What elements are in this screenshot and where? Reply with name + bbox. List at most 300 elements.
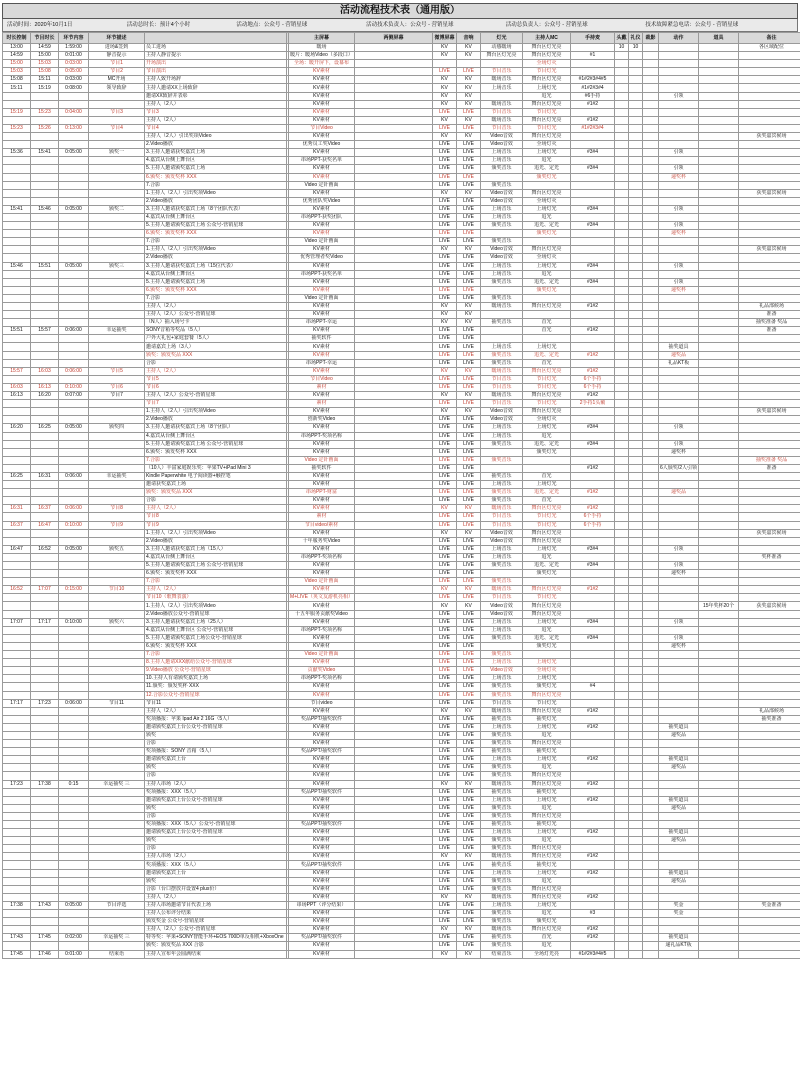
table-cell: 暖场 — [289, 44, 355, 52]
table-cell — [615, 675, 629, 683]
table-cell — [643, 367, 659, 375]
sheet-title: 活动流程技术表（通用版） — [2, 3, 798, 19]
table-cell: LIVE — [433, 205, 457, 213]
table-cell: 上场灯光 — [523, 618, 571, 626]
table-cell — [659, 294, 699, 302]
table-cell: Video音效 — [481, 610, 523, 618]
table-cell: LIVE — [457, 472, 481, 480]
table-cell: 结束音乐 — [481, 950, 523, 958]
table-cell — [615, 165, 629, 173]
table-cell — [629, 294, 643, 302]
table-cell — [31, 481, 59, 489]
table-cell: 舞台区灯光亮 — [523, 537, 571, 545]
table-cell — [355, 133, 433, 141]
table-cell: KV素材 — [289, 311, 355, 319]
table-cell: LIVE — [433, 270, 457, 278]
table-cell — [699, 837, 739, 845]
table-row — [3, 481, 800, 489]
table-cell: KV素材 — [289, 634, 355, 642]
table-cell — [89, 213, 145, 221]
table-cell — [89, 829, 145, 837]
table-cell — [571, 497, 615, 505]
table-cell — [615, 489, 629, 497]
table-cell — [523, 311, 571, 319]
table-cell — [659, 141, 699, 149]
table-cell: 追光、定光 — [523, 634, 571, 642]
table-cell — [355, 821, 433, 829]
table-cell: 颁奖 — [145, 837, 287, 845]
table-cell: 8.主持人邀请XXX献给公众号-营销星球 — [145, 659, 287, 667]
table-cell: 节目video/素材 — [289, 521, 355, 529]
table-cell: 主持人邀请XX上场致辞 — [145, 84, 287, 92]
table-cell: 6人颁奖/2人引领 — [660, 464, 697, 471]
table-cell — [355, 602, 433, 610]
table-cell — [3, 877, 31, 885]
table-cell: LIVE — [433, 731, 457, 739]
table-cell — [615, 311, 629, 319]
table-cell — [629, 165, 643, 173]
table-cell — [355, 893, 433, 901]
table-cell: 进场&签到 — [89, 44, 145, 52]
table-cell — [699, 440, 739, 448]
table-cell — [629, 602, 643, 610]
table-cell — [643, 537, 659, 545]
table-cell — [59, 845, 89, 853]
table-cell — [739, 359, 800, 367]
table-cell — [355, 837, 433, 845]
table-row — [3, 141, 800, 149]
table-cell: #1#2 — [571, 367, 615, 375]
table-cell — [3, 311, 31, 319]
table-cell: 颁奖音乐 — [481, 885, 523, 893]
table-cell — [629, 513, 643, 521]
table-cell: LIVE — [457, 699, 481, 707]
table-cell — [615, 173, 629, 181]
table-cell — [739, 92, 800, 100]
table-cell: 0:08:00 — [59, 84, 89, 92]
table-cell — [31, 634, 59, 642]
table-cell — [659, 926, 699, 934]
table-cell — [629, 141, 643, 149]
table-cell — [629, 950, 643, 958]
table-cell — [629, 562, 643, 570]
table-cell — [699, 254, 739, 262]
table-cell: LIVE — [433, 294, 457, 302]
table-cell: LIVE — [457, 562, 481, 570]
table-cell — [571, 764, 615, 772]
table-cell: LIVE — [457, 481, 481, 489]
table-cell — [89, 335, 145, 343]
table-cell — [615, 642, 629, 650]
table-cell — [3, 448, 31, 456]
table-cell — [89, 893, 145, 901]
table-cell: 5.主持人邀请颁奖嘉宾上场 公众号-营销星球 — [145, 562, 287, 570]
table-cell: LIVE — [433, 821, 457, 829]
table-cell — [3, 222, 31, 230]
table-cell — [3, 319, 31, 327]
table-cell — [629, 189, 643, 197]
table-cell: KV素材 — [289, 481, 355, 489]
table-cell — [59, 740, 89, 748]
table-cell — [699, 918, 739, 926]
table-cell — [629, 756, 643, 764]
table-cell — [59, 602, 89, 610]
table-cell — [615, 918, 629, 926]
table-cell: 6个手持 — [571, 521, 615, 529]
table-cell — [659, 821, 699, 829]
table-cell: LIVE — [457, 764, 481, 772]
table-cell — [699, 270, 739, 278]
table-cell — [699, 562, 739, 570]
table-row — [3, 213, 800, 221]
table-cell — [571, 804, 615, 812]
table-cell: MC开场 — [89, 76, 145, 84]
table-cell: 递奖品 — [659, 489, 699, 497]
table-cell — [355, 230, 433, 238]
table-cell — [629, 181, 643, 189]
table-cell: 串场PPT-奖项名称 — [289, 553, 355, 561]
table-cell: 颁奖音乐 — [481, 837, 523, 845]
table-cell — [629, 351, 643, 359]
table-cell — [615, 481, 629, 489]
table-cell: #3#4 — [571, 278, 615, 286]
table-cell: LIVE — [433, 869, 457, 877]
table-cell — [355, 205, 433, 213]
table-cell — [31, 651, 59, 659]
table-cell — [643, 481, 659, 489]
table-cell — [629, 910, 643, 918]
table-cell — [739, 642, 800, 650]
table-cell — [643, 804, 659, 812]
table-cell — [643, 375, 659, 383]
table-row — [3, 788, 800, 796]
table-cell — [643, 893, 659, 901]
table-cell — [659, 521, 699, 529]
table-cell — [31, 278, 59, 286]
table-cell: LIVE — [457, 772, 481, 780]
table-cell — [89, 910, 145, 918]
table-cell — [89, 116, 145, 124]
table-cell: 16:31 — [31, 472, 59, 480]
table-cell: LIVE — [457, 642, 481, 650]
table-cell — [699, 181, 739, 189]
table-cell: 颁奖灯光 — [523, 230, 571, 238]
table-cell — [659, 375, 699, 383]
table-cell: 节目音乐 — [481, 124, 523, 132]
table-cell: 0:10:00 — [59, 521, 89, 529]
table-cell: 舞台区灯光亮 — [523, 116, 571, 124]
table-cell — [643, 319, 659, 327]
table-row — [3, 351, 800, 359]
header-cell: 礼仪 — [629, 33, 643, 44]
table-cell — [615, 278, 629, 286]
table-cell — [659, 303, 699, 311]
table-cell: 上场音乐 — [481, 84, 523, 92]
table-cell — [699, 311, 739, 319]
table-cell — [59, 651, 89, 659]
table-cell: 2.Video播放公众号-营销星球 — [145, 610, 287, 618]
table-cell — [355, 934, 433, 942]
table-cell — [523, 578, 571, 586]
table-cell: KV — [457, 602, 481, 610]
table-cell — [643, 124, 659, 132]
table-cell: 舞台区灯光亮 — [523, 812, 571, 820]
table-cell — [643, 942, 659, 950]
table-cell — [3, 335, 31, 343]
table-cell — [3, 100, 31, 108]
table-cell: 15:23 — [31, 108, 59, 116]
table-cell: 首光 — [523, 472, 571, 480]
table-cell: 合影 — [145, 740, 287, 748]
table-cell: 13:00 — [3, 44, 31, 52]
table-cell — [699, 691, 739, 699]
table-cell — [571, 197, 615, 205]
table-cell: 合影 — [145, 497, 287, 505]
table-cell — [629, 804, 643, 812]
table-cell — [739, 367, 800, 375]
table-cell: LIVE — [457, 667, 481, 675]
table-cell: LIVE — [457, 375, 481, 383]
table-cell: KV — [433, 602, 457, 610]
table-cell: KV — [433, 303, 457, 311]
table-cell: 颁奖音乐 — [481, 910, 523, 918]
table-cell — [699, 764, 739, 772]
table-cell: Video音效 — [481, 667, 523, 675]
table-cell: KV — [433, 92, 457, 100]
table-cell — [59, 408, 89, 416]
table-cell — [643, 829, 659, 837]
table-cell: 上场音乐 — [481, 553, 523, 561]
table-cell — [89, 626, 145, 634]
table-cell: KV素材 — [289, 570, 355, 578]
table-cell — [739, 796, 800, 804]
table-cell: LIVE — [457, 578, 481, 586]
table-cell — [739, 829, 800, 837]
table-cell — [89, 651, 145, 659]
table-cell — [659, 44, 699, 52]
table-cell — [3, 400, 31, 408]
table-cell — [59, 788, 89, 796]
table-cell: 素材 — [289, 383, 355, 391]
table-cell: 上场音乐 — [481, 343, 523, 351]
table-cell — [643, 416, 659, 424]
table-cell — [643, 845, 659, 853]
table-cell — [89, 513, 145, 521]
table-cell — [89, 440, 145, 448]
table-cell — [643, 343, 659, 351]
table-cell — [643, 529, 659, 537]
table-cell: 颁奖音乐 — [481, 489, 523, 497]
table-cell: 0:13:00 — [59, 124, 89, 132]
table-cell: 递奖杯 — [659, 448, 699, 456]
table-cell: 节目4 — [89, 124, 145, 132]
table-cell — [89, 594, 145, 602]
table-cell — [643, 610, 659, 618]
table-cell: 结束语 — [89, 950, 145, 958]
table-cell — [615, 254, 629, 262]
table-cell: LIVE — [433, 149, 457, 157]
table-cell: 奖项播报：苹果 Ipad Air 2 16G（5人） — [145, 715, 287, 723]
header-cell: 裁影 — [643, 33, 659, 44]
table-cell: 抽奖灯光 — [523, 715, 571, 723]
table-cell — [643, 116, 659, 124]
table-cell — [659, 885, 699, 893]
table-cell — [59, 303, 89, 311]
table-cell — [699, 513, 739, 521]
table-cell: 颁奖音乐 — [481, 772, 523, 780]
table-cell — [659, 100, 699, 108]
table-cell — [31, 942, 59, 950]
table-cell: 节目音乐 — [481, 68, 523, 76]
table-row — [3, 545, 800, 553]
table-cell: 首光 — [523, 319, 571, 327]
table-cell — [355, 489, 433, 497]
table-cell: 主持人串场（2人） — [145, 853, 287, 861]
table-cell — [615, 319, 629, 327]
table-cell — [59, 456, 89, 464]
table-cell — [571, 675, 615, 683]
table-cell — [615, 748, 629, 756]
table-cell — [629, 918, 643, 926]
table-cell: 颁奖灯光 — [523, 642, 571, 650]
table-cell: 颁奖音乐 — [481, 456, 523, 464]
table-cell: KV素材 — [289, 392, 355, 400]
table-cell — [699, 626, 739, 634]
table-cell: 舞台区灯光亮 — [523, 602, 571, 610]
table-cell: KV素材 — [289, 100, 355, 108]
table-row — [3, 440, 800, 448]
table-cell — [31, 885, 59, 893]
table-cell: LIVE — [433, 157, 457, 165]
table-cell — [659, 853, 699, 861]
table-cell — [629, 68, 643, 76]
table-cell: LIVE — [457, 934, 481, 942]
table-cell: 节目音乐 — [481, 375, 523, 383]
table-cell: LIVE — [433, 262, 457, 270]
table-cell — [89, 537, 145, 545]
table-cell: LIVE — [457, 715, 481, 723]
table-cell: 开场演出 — [145, 60, 287, 68]
table-cell — [629, 108, 643, 116]
table-cell: 主持人（2人）引出奖项Video — [145, 133, 287, 141]
table-cell — [31, 400, 59, 408]
table-cell: LIVE — [433, 400, 457, 408]
table-cell: Video音效 — [481, 197, 523, 205]
table-cell: 抽奖音乐 — [481, 715, 523, 723]
table-cell: 7.合影 — [145, 294, 287, 302]
table-cell — [59, 246, 89, 254]
table-cell — [699, 901, 739, 909]
table-cell: LIVE — [433, 570, 457, 578]
table-cell — [659, 513, 699, 521]
table-cell — [629, 837, 643, 845]
table-cell — [59, 432, 89, 440]
table-cell: LIVE — [433, 618, 457, 626]
table-cell — [3, 489, 31, 497]
table-cell — [659, 586, 699, 594]
table-cell — [699, 189, 739, 197]
table-cell: 动感暖场 — [481, 44, 523, 52]
table-cell: #1#2#3#4#5 — [571, 950, 615, 958]
table-cell: 全场灯灭 — [523, 254, 571, 262]
table-cell — [615, 440, 629, 448]
table-cell — [615, 327, 629, 335]
table-cell — [615, 149, 629, 157]
table-cell — [699, 885, 739, 893]
table-cell: 递奖杯 — [659, 570, 699, 578]
table-cell: 主持人（2人） — [145, 505, 287, 513]
table-cell: 舞台区灯光亮 — [481, 52, 523, 60]
table-cell — [355, 610, 433, 618]
table-cell: KV — [457, 505, 481, 513]
table-cell — [739, 165, 800, 173]
table-cell — [3, 756, 31, 764]
table-cell: #1#2 — [571, 869, 615, 877]
table-cell — [59, 116, 89, 124]
table-cell — [571, 448, 615, 456]
table-cell: 递奖杯 — [659, 173, 699, 181]
table-cell — [629, 448, 643, 456]
table-cell — [3, 910, 31, 918]
table-cell: 合影 — [145, 812, 287, 820]
table-cell — [31, 723, 59, 731]
table-cell — [615, 424, 629, 432]
table-cell — [739, 756, 800, 764]
table-cell: 0:05:00 — [59, 901, 89, 909]
table-cell — [615, 869, 629, 877]
table-cell — [643, 618, 659, 626]
table-cell — [89, 400, 145, 408]
table-cell: KV素材 — [289, 869, 355, 877]
table-cell — [699, 116, 739, 124]
table-cell — [31, 222, 59, 230]
table-cell: 暖场音乐 — [481, 893, 523, 901]
table-cell — [59, 877, 89, 885]
table-cell — [659, 400, 699, 408]
table-cell — [31, 513, 59, 521]
table-cell — [89, 642, 145, 650]
table-cell — [3, 513, 31, 521]
table-cell: LIVE — [457, 545, 481, 553]
table-cell — [659, 383, 699, 391]
table-cell — [31, 254, 59, 262]
table-cell — [89, 562, 145, 570]
table-cell — [31, 731, 59, 739]
table-cell: 节目灯光 — [523, 594, 571, 602]
table-cell — [643, 44, 659, 52]
table-cell: 7.合影 — [145, 238, 287, 246]
table-cell: LIVE — [457, 748, 481, 756]
table-cell — [699, 667, 739, 675]
table-cell: LIVE — [433, 626, 457, 634]
table-cell — [89, 570, 145, 578]
table-cell — [571, 772, 615, 780]
table-cell: 上场音乐 — [481, 756, 523, 764]
table-cell: 上场音乐 — [481, 149, 523, 157]
table-cell: 引领 — [659, 440, 699, 448]
table-cell — [699, 715, 739, 723]
table-cell — [699, 829, 739, 837]
table-cell — [629, 723, 643, 731]
table-row — [3, 731, 800, 739]
table-cell — [643, 60, 659, 68]
table-row — [3, 529, 800, 537]
table-cell: LIVE — [457, 829, 481, 837]
table-cell — [643, 691, 659, 699]
table-cell: 主持人致开场辞 — [145, 76, 287, 84]
table-row — [3, 642, 800, 650]
table-cell: 获奖嘉宾候场 — [739, 189, 800, 197]
